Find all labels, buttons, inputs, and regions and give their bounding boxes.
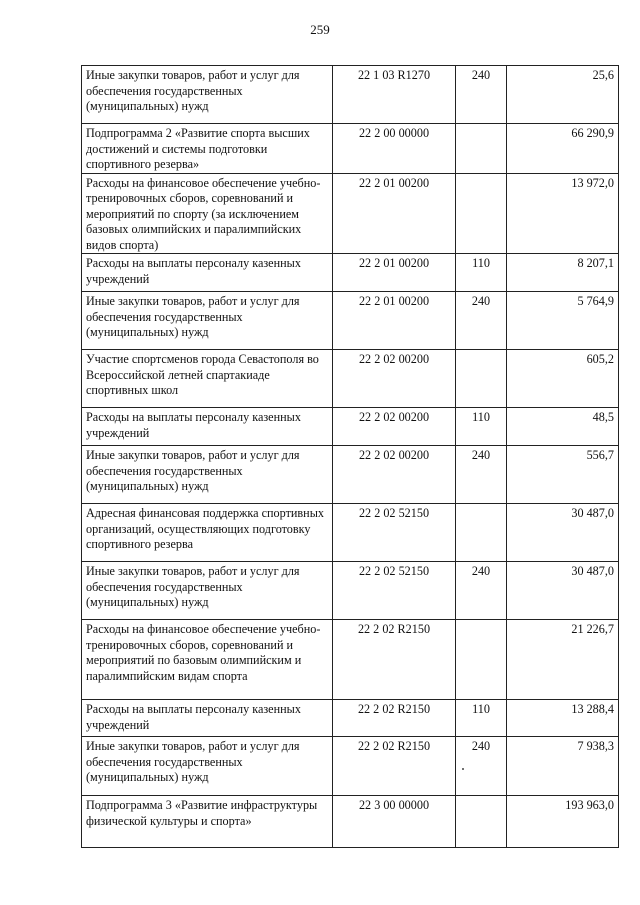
row-type: 240 — [456, 446, 507, 504]
row-type: 110 — [456, 700, 507, 737]
row-type — [456, 620, 507, 700]
row-code: 22 2 02 52150 — [333, 562, 456, 620]
row-amount: 21 226,7 — [507, 620, 619, 700]
row-amount: 30 487,0 — [507, 504, 619, 562]
row-name: Подпрограмма 3 «Развитие инфраструктуры физической культуры и спорта» — [82, 796, 333, 848]
table-row — [82, 620, 619, 700]
row-code: 22 2 02 00200 — [333, 408, 456, 446]
table-row — [82, 124, 619, 174]
row-name: Иные закупки товаров, работ и услуг для обеспечения государственных (муниципальных) нужд — [82, 737, 333, 796]
row-code: 22 2 02 00200 — [333, 446, 456, 504]
row-code: 22 2 02 R2150 — [333, 620, 456, 700]
table-row — [82, 796, 619, 848]
row-code: 22 2 02 R2150 — [333, 737, 456, 796]
row-amount: 48,5 — [507, 408, 619, 446]
row-amount: 5 764,9 — [507, 292, 619, 350]
row-name: Расходы на выплаты персоналу казенных учреждений — [82, 700, 333, 737]
row-type: 240 — [456, 66, 507, 124]
row-code: 22 2 02 00200 — [333, 350, 456, 408]
page-number: 259 — [310, 22, 330, 37]
row-code: 22 1 03 R1270 — [333, 66, 456, 124]
row-amount: 8 207,1 — [507, 254, 619, 292]
row-type: 110 — [456, 408, 507, 446]
row-code: 22 2 02 52150 — [333, 504, 456, 562]
row-type: 240 — [456, 737, 507, 796]
row-name: Участие спортсменов города Севастополя во Всероссийской летней спартакиаде спортивных школ — [82, 350, 333, 408]
row-amount: 556,7 — [507, 446, 619, 504]
row-type: 240 — [456, 292, 507, 350]
row-amount: 605,2 — [507, 350, 619, 408]
row-name: Расходы на выплаты персоналу казенных учреждений — [82, 408, 333, 446]
table-row — [82, 66, 619, 124]
row-amount: 13 972,0 — [507, 173, 619, 254]
row-amount: 13 288,4 — [507, 700, 619, 737]
row-amount: 25,6 — [507, 66, 619, 124]
row-type: 110 — [456, 254, 507, 292]
row-name: Подпрограмма 2 «Развитие спорта высших достижений и системы подготовки спортивного резерва» — [82, 124, 333, 174]
row-code: 22 2 00 00000 — [333, 124, 456, 174]
row-amount: 30 487,0 — [507, 562, 619, 620]
table-row — [82, 254, 619, 292]
row-name: Иные закупки товаров, работ и услуг для обеспечения государственных (муниципальных) нужд — [82, 562, 333, 620]
row-code: 22 2 01 00200 — [333, 173, 456, 254]
row-name: Расходы на финансовое обеспечение учебно-тренировочных сборов, соревнований и мероприятий по спорту (за исключением базовых олимпийских и паралимпийских видов спорта) — [82, 173, 333, 254]
row-type — [456, 796, 507, 848]
row-name: Иные закупки товаров, работ и услуг для обеспечения государственных (муниципальных) нужд — [82, 66, 333, 124]
row-type: 240 — [456, 562, 507, 620]
row-name: Расходы на финансовое обеспечение учебно-тренировочных сборов, соревнований и мероприятий по базовым олимпийским и паралимпийским видам спорта — [82, 620, 333, 700]
table-row — [82, 173, 619, 254]
table-row — [82, 504, 619, 562]
row-code: 22 2 01 00200 — [333, 254, 456, 292]
row-type — [456, 173, 507, 254]
row-amount: 66 290,9 — [507, 124, 619, 174]
table-row — [82, 562, 619, 620]
row-code: 22 2 01 00200 — [333, 292, 456, 350]
row-type — [456, 504, 507, 562]
row-code: 22 2 02 R2150 — [333, 700, 456, 737]
row-name: Расходы на выплаты персоналу казенных учреждений — [82, 254, 333, 292]
table-row — [82, 292, 619, 350]
row-name: Адресная финансовая поддержка спортивных организаций, осуществляющих подготовку спортивного резерва — [82, 504, 333, 562]
row-type — [456, 350, 507, 408]
table-row — [82, 446, 619, 504]
scan-speck — [462, 768, 464, 770]
table-row — [82, 408, 619, 446]
row-code: 22 3 00 00000 — [333, 796, 456, 848]
table-row — [82, 350, 619, 408]
row-name: Иные закупки товаров, работ и услуг для обеспечения государственных (муниципальных) нужд — [82, 292, 333, 350]
table-row — [82, 700, 619, 737]
row-amount: 7 938,3 — [507, 737, 619, 796]
row-amount: 193 963,0 — [507, 796, 619, 848]
row-type — [456, 124, 507, 174]
row-name: Иные закупки товаров, работ и услуг для обеспечения государственных (муниципальных) нужд — [82, 446, 333, 504]
budget-table — [81, 65, 619, 848]
table-row — [82, 737, 619, 796]
